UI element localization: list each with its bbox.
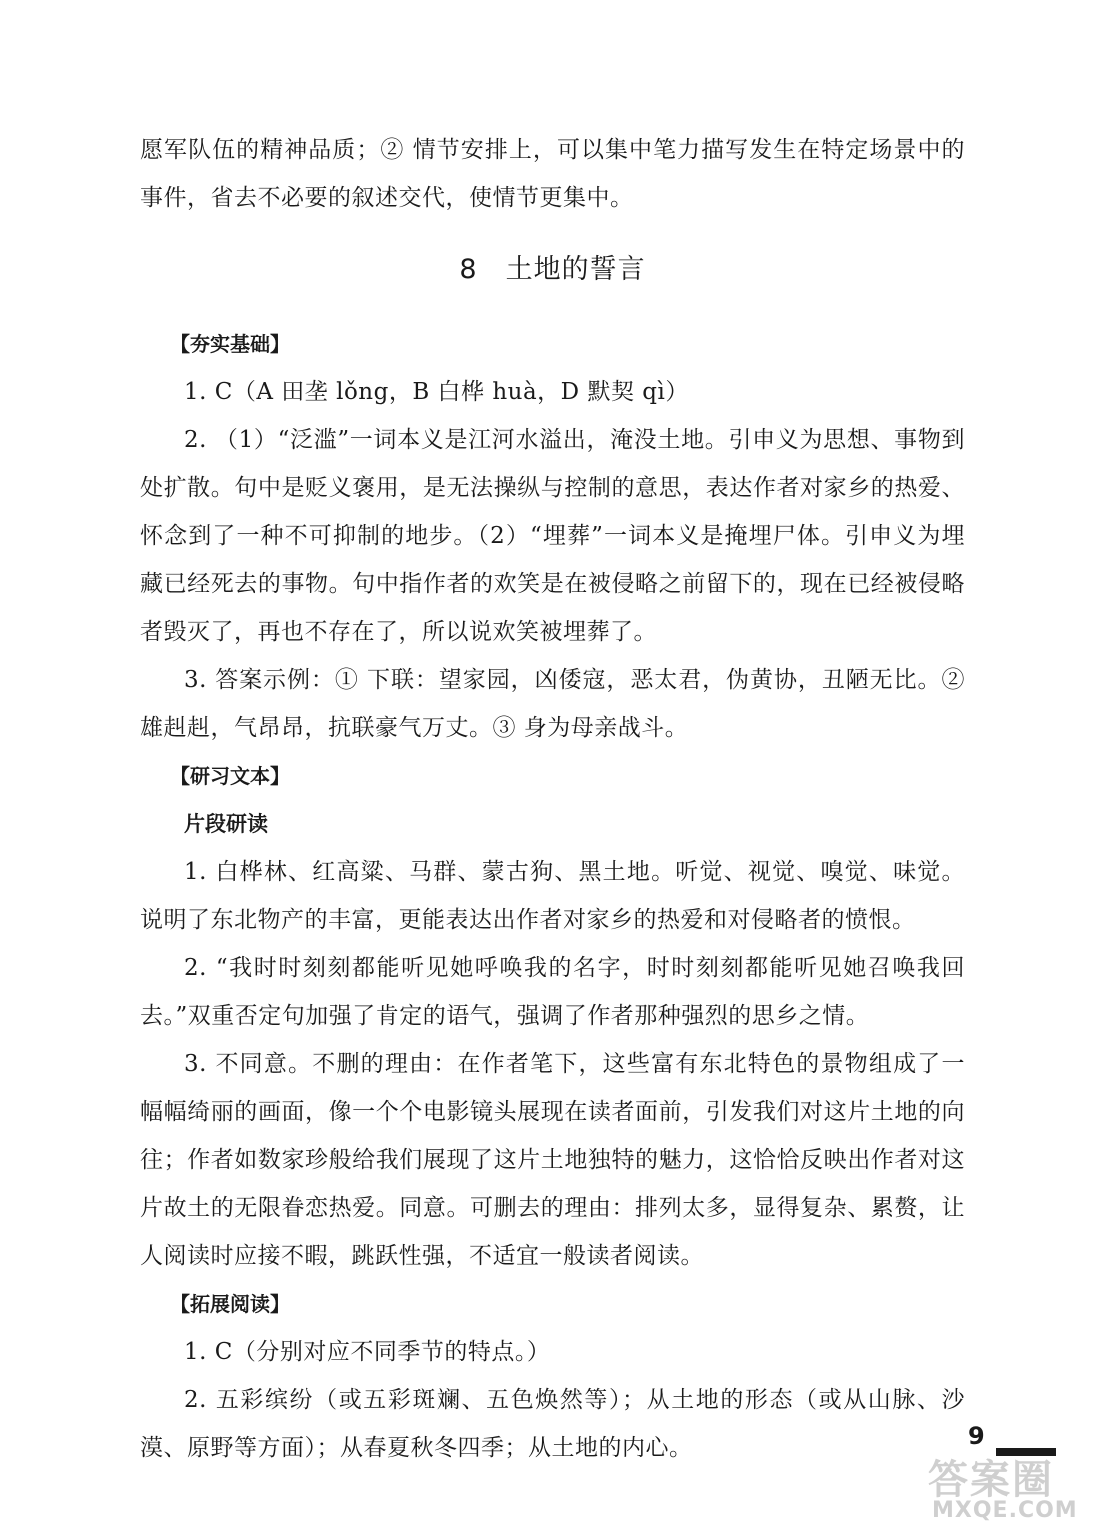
- page-number: 9: [968, 1422, 985, 1450]
- extension-item-1: 1. C（分别对应不同季节的特点。）: [184, 1339, 551, 1365]
- watermark-top-text: 答案圈: [928, 1457, 1054, 1503]
- watermark-bottom-text: MXQE.COM: [932, 1498, 1078, 1523]
- extension-section: [140, 1280, 965, 1472]
- study-item-3: 3. 不同意。不删的理由：在作者笔下，这些富有东北特色的景物组成了一幅幅绮丽的画面，像一个个电影镜头展现在读者面前，引发我们对这片土地的向往；作者如数家珍般给我们展现了这片土地独特的魅力，这恰恰反映出作者对这片故土的无限眷恋热爱。同意。可删去的理由：排列太多，显得复杂、累赘，让人阅读时应接不暇，跳跃性强，不适宜一般读者阅读。: [140, 1051, 965, 1269]
- study-subheading: 片段研读: [184, 812, 268, 836]
- basics-item-2: 2. （1）“泛滥”一词本义是江河水溢出，淹没土地。引申义为思想、事物到处扩散。句中是贬义褒用，是无法操纵与控制的意思，表达作者对家乡的热爱、怀念到了一种不可抑制的地步。（2）“埋葬”一词本义是掩埋尸体。引申义为埋藏已经死去的事物。句中指作者的欢笑是在被侵略之前留下的，现在已经被侵略者毁灭了，再也不存在了，所以说欢笑被埋葬了。: [140, 427, 965, 645]
- basics-item-1: 1. C（A 田垄 lǒng，B 白桦 huà，D 默契 qì）: [184, 379, 689, 405]
- basics-heading: 【夯实基础】: [170, 332, 290, 356]
- intro-paragraph: 愿军队伍的精神品质；② 情节安排上，可以集中笔力描写发生在特定场景中的事件，省去不必要的叙述交代，使情节更集中。: [140, 137, 965, 211]
- basics-section: [140, 320, 965, 752]
- basics-item-3: 3. 答案示例：① 下联：望家园，凶倭寇，恶太君，伪黄协，丑陋无比。② 雄赳赳，气昂昂，抗联豪气万丈。③ 身为母亲战斗。: [140, 667, 965, 741]
- extension-item-2: 2. 五彩缤纷（或五彩斑斓、五色焕然等）；从土地的形态（或从山脉、沙漠、原野等方面）；从春夏秋冬四季；从土地的内心。: [140, 1387, 965, 1461]
- study-heading: 【研习文本】: [170, 764, 290, 788]
- section-title: 8 土地的誓言: [459, 254, 646, 285]
- page-content: [140, 126, 965, 1472]
- study-item-2: 2. “我时时刻刻都能听见她呼唤我的名字，时时刻刻都能听见她召唤我回去。”双重否定句加强了肯定的语气，强调了作者那种强烈的思乡之情。: [140, 955, 965, 1029]
- watermark-logo: [918, 1448, 1088, 1528]
- study-item-1: 1. 白桦林、红高粱、马群、蒙古狗、黑土地。听觉、视觉、嗅觉、味觉。说明了东北物产的丰富，更能表达出作者对家乡的热爱和对侵略者的愤恨。: [140, 859, 965, 933]
- study-section: [140, 752, 965, 1280]
- extension-heading: 【拓展阅读】: [170, 1292, 290, 1316]
